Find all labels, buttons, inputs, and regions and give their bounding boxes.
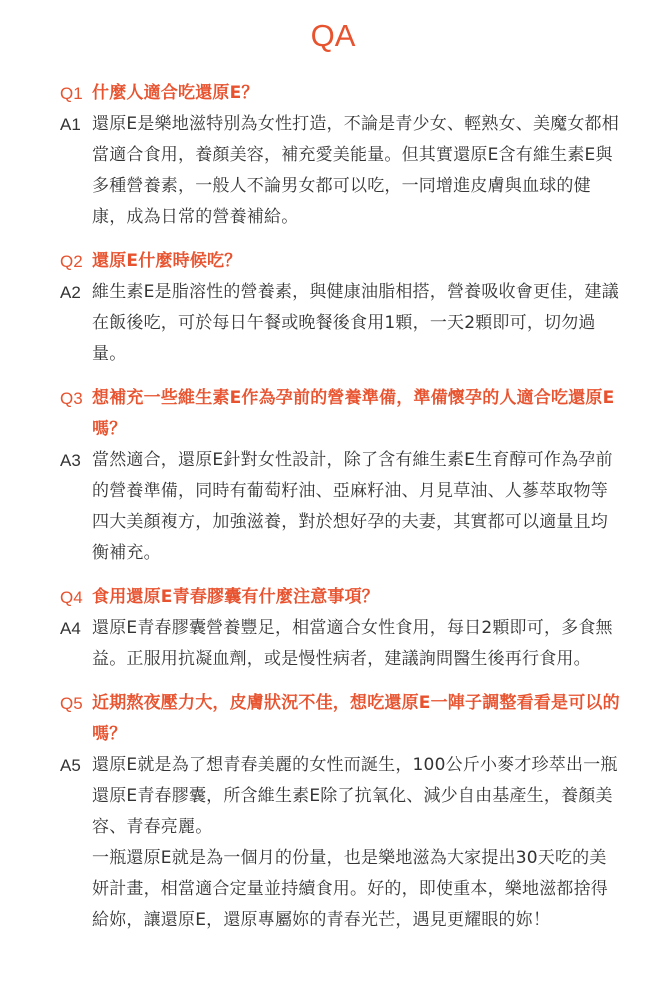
answer-text <box>92 613 622 675</box>
answer-row <box>60 277 622 370</box>
qa-item-1 <box>60 78 622 233</box>
qa-item-5 <box>60 688 622 936</box>
answer-paragraph: 還原E青春膠囊營養豐足，相當適合女性食用，每日2顆即可，多食無益。正服用抗凝血劑，或是慢性病者，建議詢問醫生後再行食用。 <box>92 618 613 669</box>
question-text: 什麼人適合吃還原E？ <box>92 83 259 103</box>
answer-paragraph: 還原E是樂地滋特別為女性打造，不論是青少女、輕熟女、美魔女都相當適合食用，養顏美容，補充愛美能量。但其實還原E含有維生素E與多種營養素，一般人不論男女都可以吃，一同增進皮膚與血球的健康，成為日常的營養補給。 <box>92 114 619 227</box>
question-text: 還原E什麼時候吃？ <box>92 251 242 271</box>
question-row <box>60 383 622 445</box>
answer-paragraph: 一瓶還原E就是為一個月的份量，也是樂地滋為大家提出30天吃的美妍計畫，相當適合定量並持續食用。好的，即使重本，樂地滋都捨得給妳，讓還原E，還原專屬妳的青春光芒，遇見更耀眼的妳！ <box>92 848 608 930</box>
qa-item-2 <box>60 246 622 370</box>
answer-number: A2 <box>60 283 81 302</box>
answer-text <box>92 109 622 233</box>
answer-row <box>60 109 622 233</box>
answer-text <box>92 277 622 370</box>
answer-row <box>60 613 622 675</box>
question-row <box>60 246 622 277</box>
qa-item-3 <box>60 383 622 569</box>
answer-paragraph: 當然適合，還原E針對女性設計，除了含有維生素E生育醇可作為孕前的營養準備，同時有葡萄籽油、亞麻籽油、月見草油、人蔘萃取物等四大美顏複方，加強滋養，對於想好孕的夫妻，其實都可以適量且均衡補充。 <box>92 450 613 563</box>
question-text: 食用還原E青春膠囊有什麼注意事項？ <box>92 587 380 607</box>
answer-paragraph: 維生素E是脂溶性的營養素，與健康油脂相搭，營養吸收會更佳，建議在飯後吃，可於每日午餐或晚餐後食用1顆，一天2顆即可，切勿過量。 <box>92 282 619 364</box>
question-row <box>60 78 622 109</box>
answer-row <box>60 750 622 936</box>
question-number: Q2 <box>60 252 83 271</box>
qa-list <box>0 78 666 936</box>
answer-number: A5 <box>60 756 81 775</box>
question-row <box>60 688 622 750</box>
answer-text <box>92 750 622 936</box>
answer-text <box>92 445 622 569</box>
answer-number: A4 <box>60 619 81 638</box>
question-number: Q5 <box>60 694 83 713</box>
question-row <box>60 582 622 613</box>
qa-item-4 <box>60 582 622 675</box>
question-text: 想補充一些維生素E作為孕前的營養準備，準備懷孕的人適合吃還原E嗎？ <box>92 388 615 439</box>
answer-paragraph: 還原E就是為了想青春美麗的女性而誕生，100公斤小麥才珍萃出一瓶還原E青春膠囊，所含維生素E除了抗氧化、減少自由基產生，養顏美容、青春亮麗。 <box>92 755 618 837</box>
answer-row <box>60 445 622 569</box>
question-number: Q3 <box>60 389 83 408</box>
page-title: QA <box>310 18 356 53</box>
question-text: 近期熬夜壓力大，皮膚狀況不佳，想吃還原E一陣子調整看看是可以的嗎？ <box>92 693 620 744</box>
question-number: Q1 <box>60 84 83 103</box>
answer-number: A3 <box>60 451 81 470</box>
answer-number: A1 <box>60 115 81 134</box>
question-number: Q4 <box>60 588 83 607</box>
